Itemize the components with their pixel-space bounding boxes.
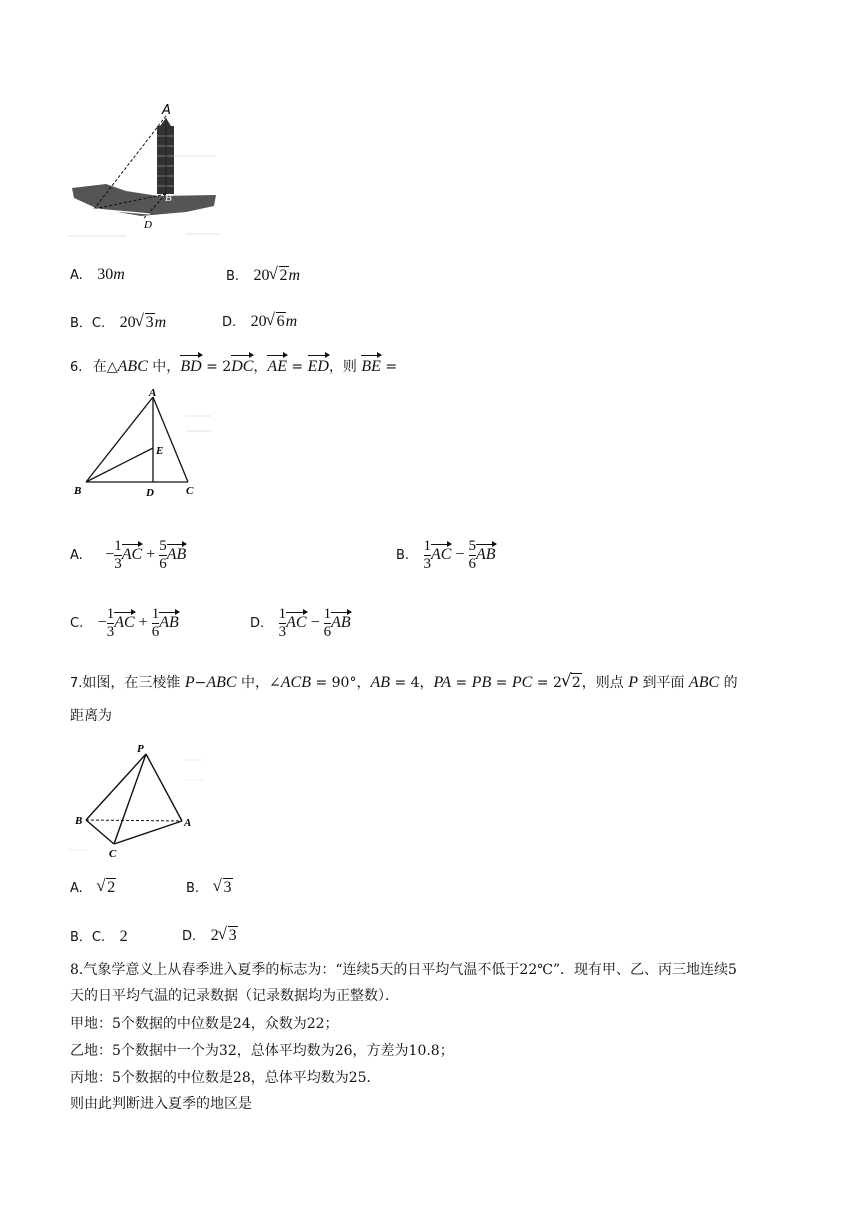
q5-option-a[interactable]: A. 30m (70, 266, 125, 283)
q7-stem-line2: 距离为 (70, 708, 112, 724)
q7-option-d[interactable]: D. 2√ 3 (182, 926, 238, 945)
tower-label-a: A (162, 103, 171, 118)
pyr-label-c: C (109, 848, 117, 860)
q5-option-b[interactable]: B. 20√ 2m (226, 266, 300, 285)
tower (157, 118, 174, 194)
tower-figure (66, 96, 226, 246)
q7-option-a[interactable]: A. √ 2 (70, 878, 116, 897)
tri-label-d: D (146, 487, 154, 499)
tri-label-e: E (156, 445, 164, 457)
q8-line2: 天的日平均气温的记录数据（记录数据均为正整数）． (70, 988, 399, 1004)
q8-question: 则由此判断进入夏季的地区是 (70, 1096, 252, 1112)
tower-label-d: D (144, 219, 152, 231)
tower-label-b: B (165, 192, 172, 204)
tri-label-a: A (149, 387, 157, 399)
pyramid-figure (66, 740, 206, 862)
q7-option-b[interactable]: B. √ 3 (186, 878, 233, 897)
q8-yi: 乙地：5个数据中一个为32，总体平均数为26，方差为10.8； (70, 1043, 454, 1059)
pyr-label-b: B (75, 815, 83, 827)
triangle-abc-figure (66, 386, 216, 502)
pyr-label-a: A (184, 817, 192, 829)
tri-label-c: C (186, 485, 194, 497)
q7-option-c[interactable]: B．C. 2 (70, 928, 128, 945)
pyr-label-p: P (137, 743, 144, 755)
q8-jia: 甲地：5个数据的中位数是24，众数为22； (70, 1016, 339, 1032)
q6-option-b[interactable]: B. $\frac{1}{3}$ AC − $\frac{5}{6}$ AB (396, 538, 496, 572)
q8-bing: 丙地：5个数据的中位数是28，总体平均数为25． (70, 1070, 381, 1086)
q6-option-c[interactable]: C. − $\frac{1}{3}$ AC + $\frac{1}{6}$ AB (70, 606, 179, 640)
q6-option-d[interactable]: D. $\frac{1}{3}$ AC − $\frac{1}{6}$ AB (250, 606, 351, 640)
q5-option-c[interactable]: B．C. 20√ 3m (70, 312, 166, 332)
q6-stem: 6. 在△ABC 中，BD = 2DC，AE = ED，则 BE = (70, 358, 398, 375)
q6-option-a[interactable]: A. − $\frac{1}{3}$ AC + $\frac{5}{6}$ AB (70, 538, 187, 572)
tri-label-b: B (74, 485, 82, 497)
q7-stem-line1: 7.如图，在三棱锥 P−ABC 中，∠ACB = 90°，AB = 4，PA = PB = PC = 2√ 2，则点 P 到平面 ABC 的 (70, 673, 738, 694)
tower-label-c: C (88, 207, 96, 219)
q5-option-d[interactable]: D. 20√ 6m (222, 312, 297, 331)
q8-line1: 8.气象学意义上从春季进入夏季的标志为：“连续5天的日平均气温不低于22℃”．现有甲、乙、丙三地连续5 (70, 962, 737, 978)
